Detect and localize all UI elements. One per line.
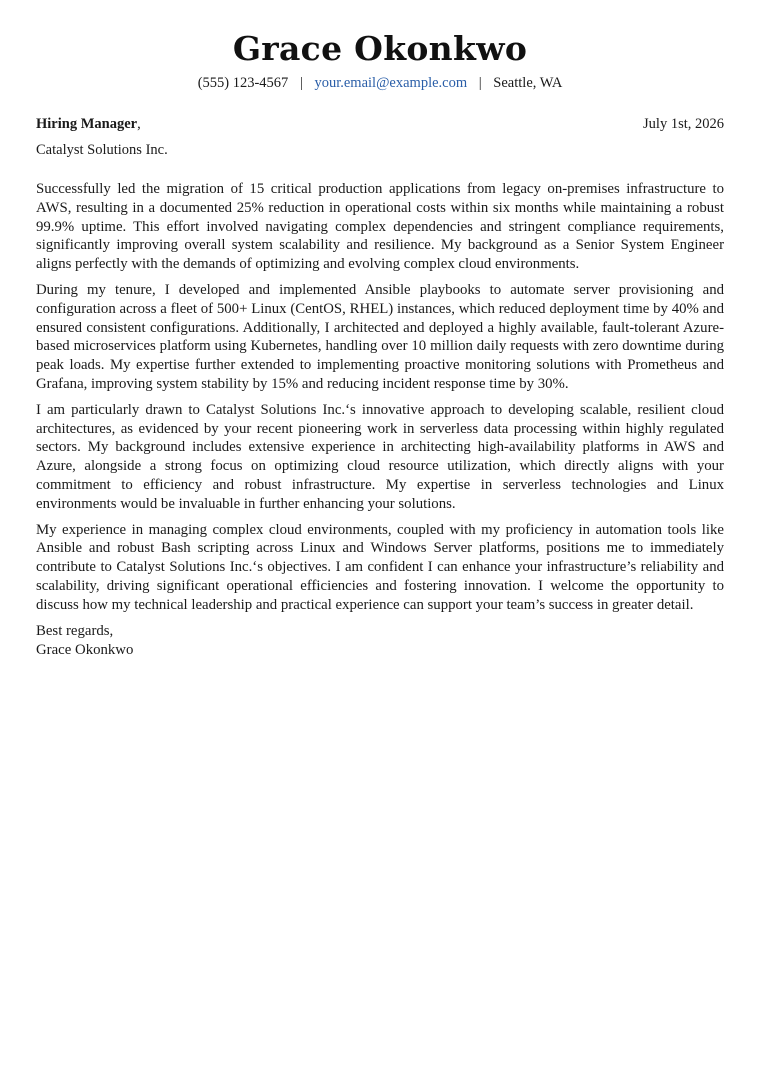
email-link[interactable]: your.email@example.com [314, 75, 468, 91]
company-name: Catalyst Solutions Inc. [36, 142, 168, 158]
signature-name: Grace Okonkwo [36, 642, 134, 659]
phone-number: (555) 123-4567 [197, 75, 289, 91]
letter-body [36, 180, 724, 615]
body-paragraph: My experience in managing complex cloud environments, coupled with my proficiency in automation tools like Ansible and robust Bash scripting across Linux and Windows Server platforms, positions me to immediately contribute to Catalyst Solutions Inc.‘s objectives. I am confident I can enhance your infrastructure’s reliability and scalability, driving significant operational efficiencies and fostering innovation. I welcome the opportunity to discuss how my technical leadership and practical experience can support your team’s success in greater detail. [36, 521, 724, 613]
closing-phrase: Best regards, [36, 622, 114, 639]
contact-separator: | [299, 75, 303, 91]
location: Seattle, WA [493, 75, 563, 91]
letter-date: July 1st, 2026 [643, 116, 724, 132]
recipient-name: Hiring Manager [36, 116, 138, 132]
applicant-name: Grace Okonkwo [232, 29, 528, 68]
cover-letter-page [36, 0, 724, 661]
body-paragraph: Successfully led the migration of 15 critical production applications from legacy on-premises infrastructure to AWS, resulting in a documented 25% reduction in operational costs within six months while maintaining a robust 99.9% uptime. This effort involved navigating complex dependencies and stringent compliance requirements, significantly improving overall system scalability and resilience. My background as a Senior System Engineer aligns perfectly with the demands of optimizing and evolving complex cloud environments. [36, 181, 724, 273]
contact-line [36, 73, 724, 93]
body-paragraph: During my tenure, I developed and implemented Ansible playbooks to automate server provisioning and configuration across a fleet of 500+ Linux (CentOS, RHEL) instances, which reduced deployment time by 40% and ensured consistent configurations. Additionally, I architected and deployed a highly available, fault-tolerant Azure-based microservices platform using Kubernetes, handling over 10 million daily requests with zero downtime during peak loads. My expertise further extended to implementing proactive monitoring solutions with Prometheus and Grafana, improving system stability by 15% and reducing incident response time by 30%. [36, 281, 724, 392]
contact-separator: | [478, 75, 482, 91]
recipient-comma: , [137, 116, 141, 132]
recipient-date-row [36, 114, 724, 134]
recipient [36, 114, 141, 134]
closing-block [36, 622, 724, 661]
body-paragraph: I am particularly drawn to Catalyst Solutions Inc.‘s innovative approach to developing scalable, resilient cloud architectures, as evidenced by your recent pioneering work in serverless data processing within highly regulated sectors. My background includes extensive experience in architecting high-availability platforms in AWS and Azure, alongside a strong focus on optimizing cloud resource utilization, which directly aligns with your commitment to efficiency and robust infrastructure. My expertise in serverless technologies and Linux environments would be invaluable in further enhancing your solutions. [36, 401, 724, 512]
